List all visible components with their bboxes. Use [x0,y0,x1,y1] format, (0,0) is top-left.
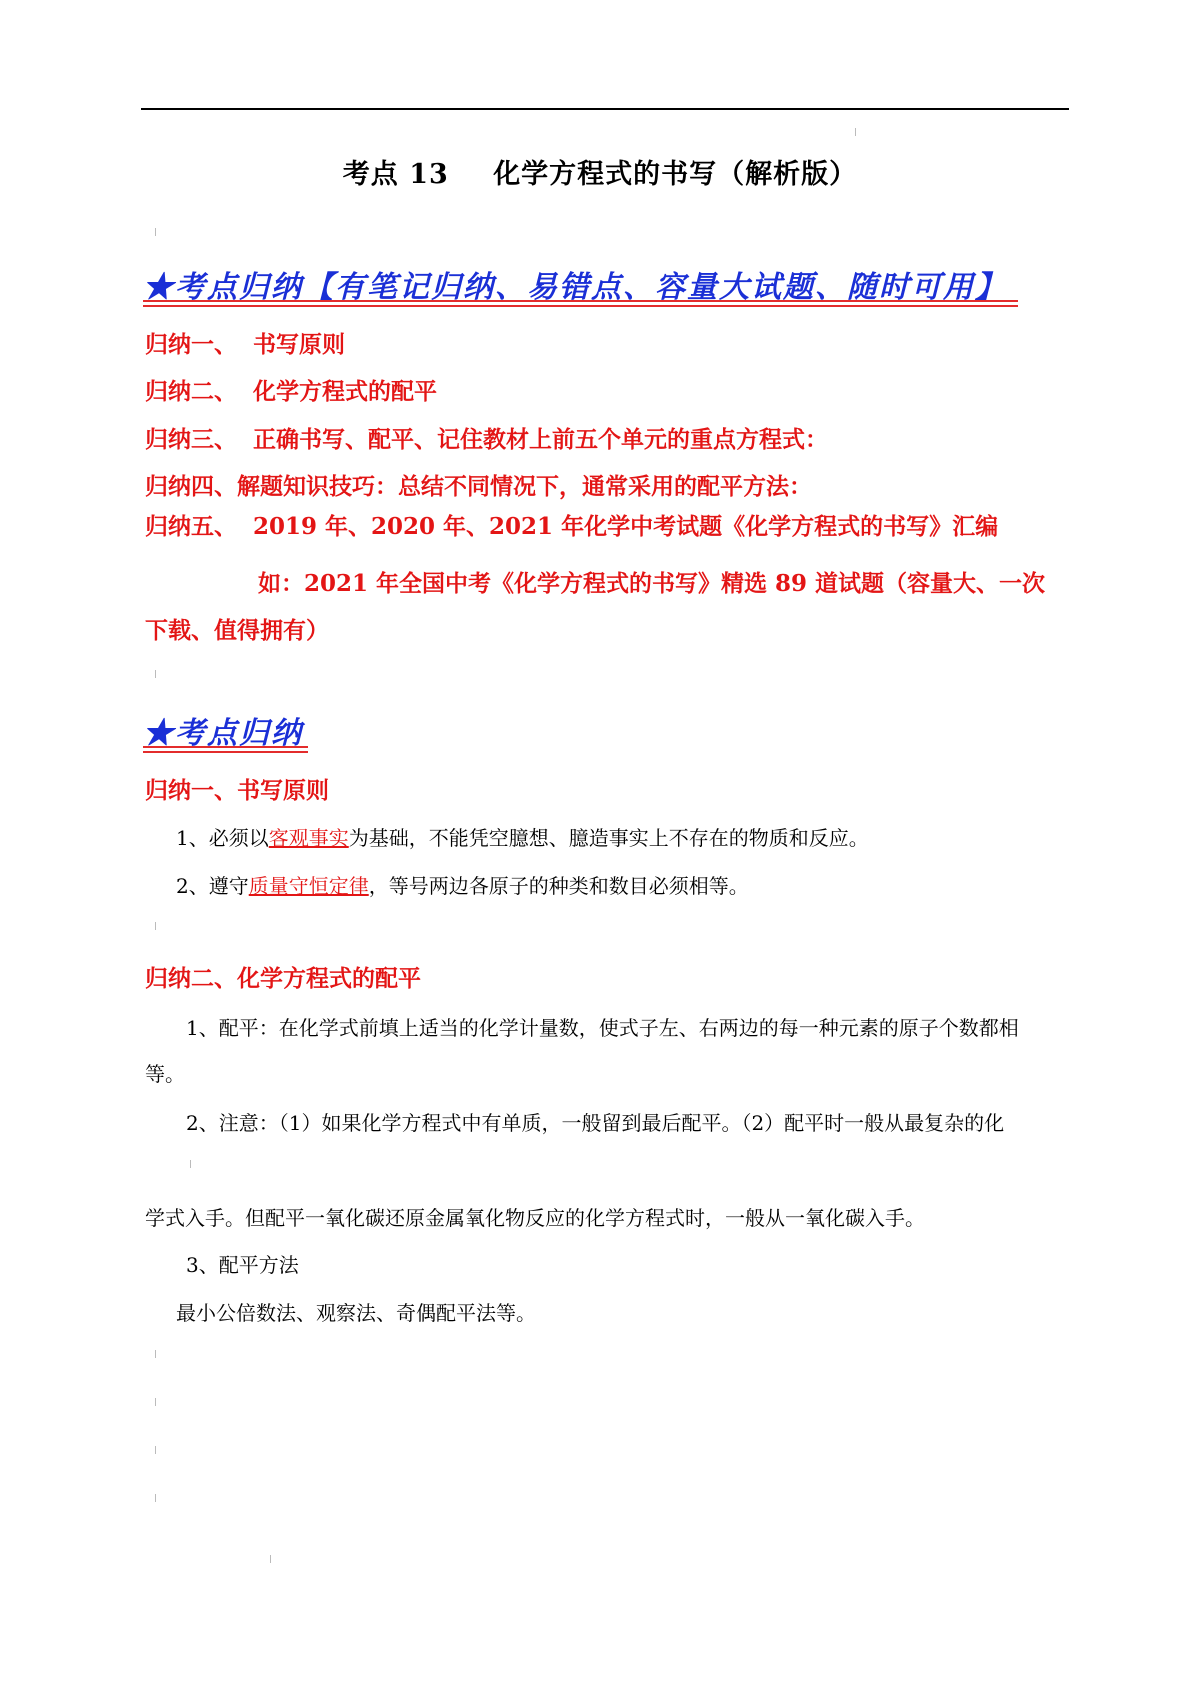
banner-full: ★考点归纳【有笔记归纳、易错点、容量大试题、随时可用】 [143,270,1007,305]
toc-label: 归纳三、 [145,426,237,453]
toc-item [145,326,345,359]
banner-underline [143,746,308,748]
toc-text: 书写原则 [253,331,345,358]
paragraph-mark [855,128,856,136]
title-number: 13 [409,159,449,190]
promo-line-2: 下载、值得拥有） [145,617,329,644]
header-rule [141,108,1069,110]
paragraph-mark [155,228,156,236]
toc-item [145,373,437,406]
principle-2-key: 质量守恒定律 [248,874,369,898]
paragraph-mark [270,1555,271,1563]
balance-def-line-1: 1、配平：在化学式前填上适当的化学计量数，使式子左、右两边的每一种元素的原子个数都相 [186,1016,1019,1040]
toc-label: 归纳五、 [145,513,237,540]
principle-1-key: 客观事实 [268,826,349,850]
toc-label: 归纳一、 [145,331,237,358]
paragraph-mark [190,1160,191,1168]
toc-item [145,508,998,541]
principle-1-pre: 1、必须以 [176,826,269,850]
toc-text: 2019 年、2020 年、2021 年化学中考试题《化学方程式的书写》汇编 [253,513,999,540]
toc-item [145,468,812,501]
paragraph-mark [155,922,156,930]
banner-underline [143,751,308,753]
paragraph-mark [155,1446,156,1454]
principle-2-post: ，等号两边各原子的种类和数目必须相等。 [368,874,749,898]
toc-text: 化学方程式的配平 [253,378,437,405]
title-prefix: 考点 [342,159,399,190]
section-1-heading: 归纳一、书写原则 [145,777,329,804]
banner-underline [143,300,1018,302]
paragraph-mark [155,670,156,678]
balance-methods-list: 最小公倍数法、观察法、奇偶配平法等。 [176,1301,536,1325]
banner-short: ★考点归纳 [143,716,303,751]
balance-def-line-2: 等。 [145,1062,185,1086]
toc-label: 归纳二、 [145,378,237,405]
toc-item [145,421,828,454]
balance-methods-heading: 3、配平方法 [186,1253,299,1277]
toc-label: 归纳四、 [145,473,237,500]
promo-line-1: 如：2021 年全国中考《化学方程式的书写》精选 89 道试题（容量大、一次 [258,570,1046,597]
paragraph-mark [155,1350,156,1358]
principle-1-post: 为基础，不能凭空臆想、臆造事实上不存在的物质和反应。 [348,826,869,850]
title-text: 化学方程式的书写（解析版） [493,159,858,190]
toc-text: 正确书写、配平、记住教材上前五个单元的重点方程式： [253,426,828,453]
principle-2-pre: 2、遵守 [176,874,249,898]
toc-text: 解题知识技巧：总结不同情况下，通常采用的配平方法： [237,473,812,500]
principle-1 [176,822,869,851]
paragraph-mark [155,1494,156,1502]
page-title [0,152,1200,191]
principle-2 [176,870,749,899]
section-2-heading: 归纳二、化学方程式的配平 [145,965,421,992]
paragraph-mark [155,1398,156,1406]
balance-note-line-1: 2、注意：（1）如果化学方程式中有单质，一般留到最后配平。（2）配平时一般从最复杂的化 [186,1111,1005,1135]
balance-note-line-2: 学式入手。但配平一氧化碳还原金属氧化物反应的化学方程式时，一般从一氧化碳入手。 [145,1206,925,1230]
banner-underline [143,305,1018,307]
